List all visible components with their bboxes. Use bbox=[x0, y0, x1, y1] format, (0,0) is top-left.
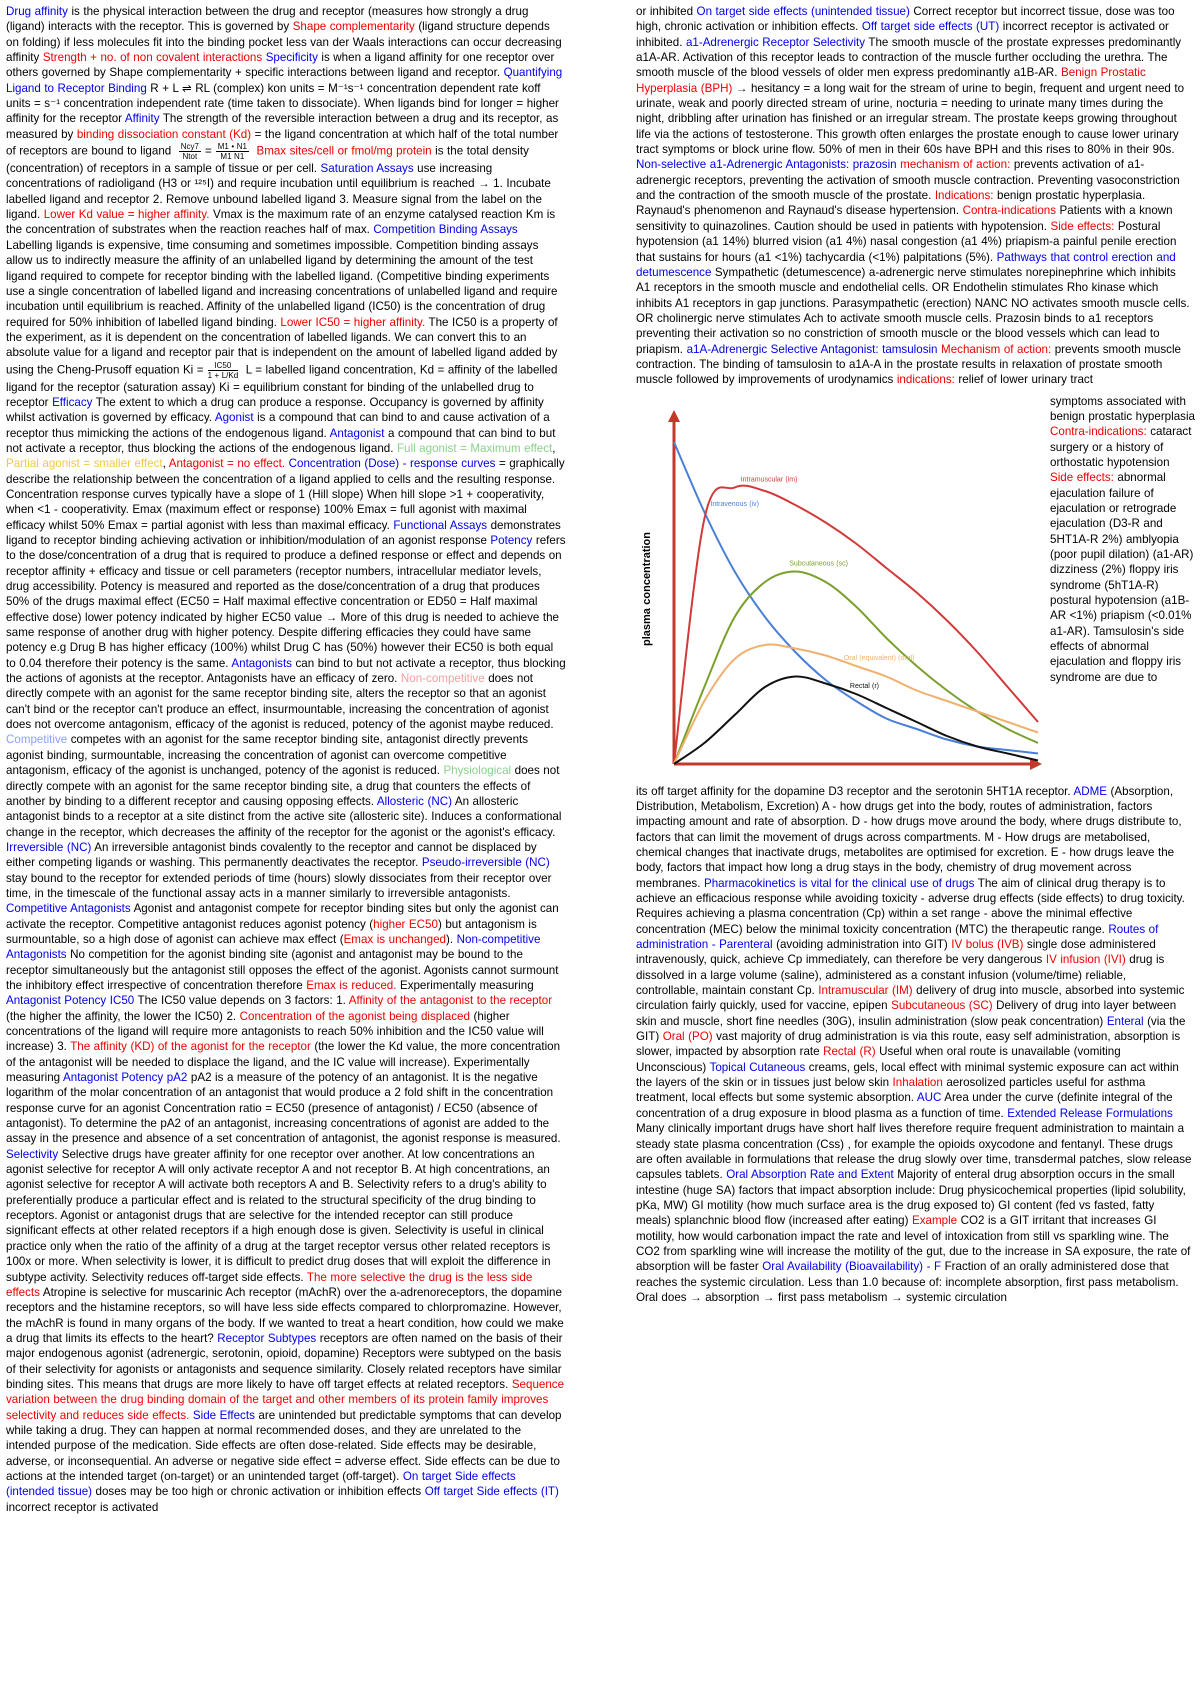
figure-with-sidebar bbox=[636, 394, 1195, 784]
text-run: Area under the curve (definite integral of the concentration of a drug exposure in blood plasma as a function of time. bbox=[636, 1091, 1173, 1120]
text-run: demonstrates ligand to receptor binding achieving activation or inhibition/modulation of an agonist response bbox=[6, 518, 561, 547]
text-run: IV infusion (IVI) bbox=[1045, 953, 1126, 967]
text-run: Lower Kd value = higher affinity. bbox=[43, 208, 210, 222]
series-label-2: Subcutaneous (sc) bbox=[789, 560, 848, 568]
text-run: Antagonist bbox=[329, 426, 385, 440]
text-run: Affinity bbox=[124, 112, 160, 126]
text-run: is the total density (concentration) of receptors in a sample of tissue or per cell. bbox=[6, 144, 529, 176]
text-run: → hesitancy = a long wait for the stream of urine to begin, frequent and urgent need to urinate, weak and poorly directed stream of urine, nocturia = needing to urinate many times during the night, dribbling after urination has finished or an irregular stream. The prostate keeps growing throughout life via the actions of testosterone. This growth often enlarges the prostate enough to cause lower urinary tract symptoms or block urine flow. 50% of men in their 60s have BPH and this rises to 80% in their 90s. bbox=[636, 81, 1185, 157]
text-run: The aim of clinical drug therapy is to achieve an efficacious response while avoiding toxicity - adverse drug effects (side effects) to drug toxicity. Requires achieving a plasma concentration (Cp) within a set range - above the minimal effective concentration (MEC) below the minimal toxicity concentration (MTC) the therapeutic range. bbox=[636, 876, 1185, 936]
text-run: R + L ⇌ RL (complex) kon units = M⁻¹s⁻¹ concentration dependent rate koff units = s⁻¹ concentration independent rate (time taken to dissociate). When ligands bind for longer = higher affinity for the receptor bbox=[6, 81, 559, 126]
text-run: receptors are often named on the basis of their major endogenous agonist (adrenergic, serotonin, opioid, dopamine) Receptors were subtyped on the basis of their selectivity for agonists or antagonists and sequence similarity. Closely related receptors have similar binding sites. This means that drugs are more likely to have off target effects at related receptors. bbox=[6, 1331, 563, 1391]
text-run: does not directly compete with an agonist for the same receptor binding site, a drug that counters the effects of another by binding to a different receptor and causing opposing effects. bbox=[6, 764, 560, 808]
text-run: Rectal (R) bbox=[823, 1045, 876, 1059]
text-run: Selectivity bbox=[6, 1147, 59, 1161]
text-run: (the lower the Kd value, the more concentration of the antagonist will be needed to displace the ligand, and the IC value will increase). Experimentally measuring bbox=[6, 1040, 561, 1085]
text-run: No competition for the agonist binding site (agonist and antagonist may be bound to the receptor simultaneously but the antagonist still opposes the effect of the agonist. Agonists cannot surmount the inhibitory effect irrespective of concentration therefore bbox=[6, 948, 559, 992]
text-run: Many clinically important drugs have short half lives therefore require frequent administration to maintain a steady state plasma concentration (Css) , for example the opioids oxycodone and fentanyl. These drugs are often available in formulations that release the drug slowly over time, transdermal patches, slow release capsules tablets. bbox=[636, 1122, 1192, 1182]
text-run: Delivery of drug into layer between skin and muscle, short fine needles (30G), insulin administration (slow peak concentration) bbox=[636, 999, 1177, 1028]
series-line-3 bbox=[674, 644, 1038, 763]
text-run: ). bbox=[446, 932, 457, 946]
text-run: L = labelled ligand concentration, Kd = affinity of the labelled ligand for the receptor (saturation assay) Ki = equilibrium constant for binding of the unlabelled drug to receptor bbox=[6, 363, 558, 409]
text-run: Affinity of the antagonist to the receptor bbox=[348, 994, 553, 1008]
fraction-numerator: Ncy7 bbox=[180, 142, 199, 152]
text-run: is a compound that can bind to and cause activation of a receptor thus mimicking the actions of the endogenous ligand. bbox=[6, 411, 550, 440]
text-run: Bmax sites/cell or fmol/mg protein bbox=[256, 144, 432, 158]
left-column-text bbox=[6, 4, 566, 1515]
text-run: Non-competitive bbox=[400, 672, 485, 686]
text-run: Antagonist = no effect. bbox=[168, 457, 286, 471]
plasma-concentration-chart bbox=[636, 394, 1056, 782]
text-run: IV bolus (IVB) bbox=[951, 938, 1024, 952]
text-run: Inhalation bbox=[892, 1076, 943, 1090]
series-label-4: Rectal (r) bbox=[849, 682, 880, 690]
text-run: Pseudo-irreversible (NC) bbox=[421, 856, 550, 870]
text-run: Intramuscular (IM) bbox=[818, 984, 913, 998]
text-run: benign prostatic hyperplasia. Raynaud's phenomenon and Raynaud's disease hypertension. bbox=[636, 189, 1146, 218]
text-run: Oral Absorption Rate and Extent bbox=[726, 1168, 894, 1182]
text-run: are unintended but predictable symptoms that can develop while taking a drug. They can happen at normal recommended doses, and they are unrelated to the intended purpose of the medication. Side effects are often dose-related. Side effects may be desirable, adverse, or inconsequential. An adverse or negative side effect = adverse effect. Side effects can be due to actions at the intended target (on-target) or an unintended target (off-target). bbox=[6, 1408, 562, 1483]
text-run: Topical bbox=[709, 1060, 746, 1074]
text-run: relief of lower urinary tract bbox=[954, 373, 1093, 387]
text-run: incorrect receptor is activated bbox=[6, 1500, 159, 1514]
text-run: Potency bbox=[490, 534, 533, 547]
text-run: The more selective the drug is the less side effects bbox=[6, 1270, 533, 1299]
text-run: Side effects: bbox=[1050, 219, 1115, 233]
text-run: Ki = bbox=[182, 363, 204, 377]
text-run: Indications: bbox=[934, 189, 994, 203]
text-run: Efficacy bbox=[52, 395, 93, 409]
text-run: Contra-indications: bbox=[1050, 425, 1147, 439]
fraction-denominator: Ntot bbox=[182, 152, 198, 162]
text-run: Functional Assays bbox=[393, 518, 488, 532]
text-run: Useful when oral route is unavailable (vomiting Unconscious) bbox=[636, 1045, 1121, 1074]
text-run: Drug affinity bbox=[6, 5, 68, 18]
text-run: drug is dissolved in a large volume (saline), administered as a constant infusion (volume/time) reliable, controllable, maintain constant Cp. bbox=[636, 953, 1165, 998]
text-run: Sympathetic (detumescence) a-adrenergic nerve stimulates norepinephrine which inhibits A1 receptors in the smooth muscle and endothelial cells. OR Endothelin stimulates Rho kinase which inhibits A1 receptors in gap junctions. Parasympathetic (erection) NANC NO activates smooth muscle cells. OR cholinergic nerve stimulates Ach to activate smooth muscle cells. Prazosin binds to a1 receptors preventing their activation so no constriction of smooth muscle or the blood vessels which can lead to priapism. bbox=[636, 265, 1190, 356]
text-run: Receptor Subtypes bbox=[217, 1331, 317, 1345]
text-run: refers to the dose/concentration of a drug that is required to produce a defined response or effect and depends on receptor affinity + efficacy and tissue or cell parameters (receptor numbers, intracellular mediator levels, drug accessibility. Potency is measured and reported as the dose/concentration of a drug that produces 50% of the drugs maximal effect (EC50 = Half maximal effective concentration or ED50 = Half maximal effective dose) lower potency indicated by higher EC50 value → More of this drug is needed to achieve the same response of another drug with higher potency. Despite differing efficacies they could have same potency e.g Drug B has higher efficacy (100%) whilst Drug C has (50%) however their EC50 is both equal to 0.04 therefore their potency is the same. bbox=[6, 534, 566, 670]
text-run: Shape complementarity bbox=[292, 20, 415, 34]
text-run: symptoms associated with benign prostatic hyperplasia bbox=[1050, 394, 1195, 423]
text-run: Non-competitive Antagonists bbox=[6, 932, 541, 962]
text-run: The IC50 is a property of the experiment, as it is dependent on the concentration of labelled ligands. We can convert this to an absolute value for a ligand and receptor pair that is independent on the amount of labelled ligand added by using the Cheng-Prusoff equation bbox=[6, 315, 558, 377]
text-run: pA2 is a measure of the potency of an antagonist. It is the negative logarithm of the molar concentration of an antagonist that would produce a 2 fold shift in the concentration response curve for an agonist Concentration ratio = EC50 (presence of antagonist) / EC50 (absence of antagonist). To determine the pA2 of an antagonist, increasing concentrations of agonist are added to the assay in the presence and absence of a set concentration of antagonist, the agonist response is measured. bbox=[6, 1071, 561, 1146]
text-run: The smooth muscle of the prostate expresses predominantly a1A-AR. Activation of this receptor leads to contraction of the muscle further occluding the urethra. The smooth muscle of the blood vessels of older men express predominantly a1B-AR. bbox=[636, 35, 1182, 80]
text-run: (Absorption, Distribution, Metabolism, Excretion) A - how drugs get into the body, routes of administration, factors impacting amount and rate of absorption. D - how drugs move around the body, where drugs distribute to, factors that can limit the movement of drugs across compartments. M - How drugs are metabolised, chemical changes that inactivate drugs, metabolites are optimised for excretion. E - how drugs leave the body, factors that impact how long a drug stays in the body, chemistry of drug movement across membranes. bbox=[636, 784, 1182, 890]
text-run: Allosteric (NC) bbox=[376, 794, 452, 808]
figure-side-text bbox=[1050, 394, 1195, 686]
fraction bbox=[179, 142, 201, 161]
text-run: (the higher the affinity, the lower the IC50) 2. bbox=[6, 1009, 240, 1023]
series-line-2 bbox=[674, 571, 1038, 764]
text-run: The affinity (KD) of the agonist for the receptor bbox=[70, 1040, 311, 1054]
text-run: does not directly compete with an agonist for the same receptor binding site, alters the receptor so that an agonist can't bind or the receptor can't produce an effect, insurmountable, increasing the concentration of agonist does not overcome antagonism, efficacy of the agonist is reduced, potency of the agonist maybe reduced. bbox=[6, 672, 554, 732]
series-label-1: Intramuscular (im) bbox=[740, 476, 798, 484]
text-run: Full agonist = Maximum effect bbox=[396, 441, 553, 455]
text-run: Non-selective a1-Adrenergic Antagonists: prazosin bbox=[636, 158, 897, 172]
left-column bbox=[6, 4, 566, 1515]
text-run: Emax is reduced. bbox=[306, 978, 397, 992]
text-run: The strength of the reversible interaction between a drug and its receptor, as measured by bbox=[6, 112, 559, 141]
text-run: Correct receptor but incorrect tissue, dose was too high, chronic activation or inhibition effects. bbox=[636, 5, 1175, 34]
text-run: Antagonist Potency IC50 bbox=[6, 994, 135, 1008]
text-run: Competition Binding Assays bbox=[373, 223, 518, 237]
text-run: Irreversible (NC) bbox=[6, 840, 92, 854]
text-run: use increasing concentrations of radioligand (H3 or ¹²⁵I) and require incubation until equilibrium is reached → 1. Incubate labelled ligand and receptor 2. Remove unbound labelled ligand 3. Measure signal from the label on the ligand. bbox=[6, 162, 551, 222]
text-run: (avoiding administration into GIT) bbox=[772, 938, 952, 952]
text-run: Agonist bbox=[214, 411, 254, 425]
text-run: Competitive Antagonists bbox=[6, 902, 131, 916]
right-column-text-top bbox=[636, 4, 1192, 388]
text-run: Emax is unchanged bbox=[343, 932, 447, 946]
text-run: cataract surgery or a history of orthostatic hypotension bbox=[1050, 425, 1192, 469]
text-run: delivery of drug into muscle, absorbed into systemic circulation fairly quickly, used for vaccine, epipen bbox=[636, 984, 1185, 1013]
text-run: vast majority of drug administration is via this route, easy self administration, absorption is slower, impacted by absorption rate bbox=[636, 1030, 1181, 1059]
text-run: Off target Side effects (IT) bbox=[424, 1485, 559, 1499]
text-run: Vmax is the maximum rate of an enzyme catalysed reaction Km is the concentration of substrates when the reaction reaches half of max. bbox=[6, 208, 556, 237]
text-run: binding dissociation constant (Kd) bbox=[76, 127, 252, 141]
text-run: or inhibited bbox=[636, 5, 697, 18]
text-run: competes with an agonist for the same receptor binding site, antagonist directly prevents agonist binding, surmountable, increasing the concentration of agonist can overcome competitive antagonism, efficacy of the agonist is unchanged, potency of the agonist is reduced. bbox=[6, 733, 529, 778]
text-run: = bbox=[204, 144, 212, 158]
text-run: Oral (PO) bbox=[662, 1030, 713, 1044]
text-run: (higher concentrations of the ligand will require more antagonists to reach 50% inhibition and the IC50 value will increase) 3. bbox=[6, 1009, 544, 1054]
y-axis-label: plasma concentration bbox=[641, 531, 653, 646]
right-column bbox=[636, 4, 1195, 1305]
text-run: The IC50 value depends on 3 factors: 1. bbox=[134, 994, 349, 1008]
fraction-denominator: M1 N1 bbox=[220, 152, 245, 162]
text-run: single dose administered intravenously, quick, achieve Cp immediately, can therefore be very dangerous bbox=[636, 938, 1156, 967]
text-run: Pharmacokinetics is vital for the clinical use of drugs bbox=[703, 876, 975, 890]
text-run: Partial agonist = smaller effect bbox=[6, 457, 163, 471]
text-run: a compound that can bind to but not activate a receptor, thus blocking the actions of the endogenous ligand. bbox=[6, 426, 556, 455]
text-run: AUC bbox=[916, 1091, 942, 1105]
text-run: a1A-Adrenergic Selective Antagonist: tamsulosin bbox=[686, 342, 938, 356]
text-run: prevents activation of a1-adrenergic receptors, preventing the activation of smooth muscle contraction. Preventing vasoconstriction and the contraction of the smooth muscle of the prostate. bbox=[636, 158, 1180, 203]
right-column-text-bottom bbox=[636, 784, 1192, 1306]
text-run: stay bound to the receptor for extended periods of time (hours) slowly dissociates from their receptor over time, in the timescale of the functional assay acts in a manner similarly to irreversible antagonists. bbox=[6, 871, 552, 900]
text-run: incorrect receptor is activated or inhibited. bbox=[636, 20, 1169, 49]
text-run: Patients with a known sensitivity to quinazolines. Caution should be used in patients with hypotension. bbox=[636, 204, 1173, 233]
fraction bbox=[216, 142, 249, 161]
text-run: aerosolized particles useful for asthma treatment, local effects but some systemic absorption. bbox=[636, 1076, 1146, 1105]
fraction-denominator: 1 + L/Kd bbox=[207, 370, 239, 380]
text-run: Specificity bbox=[265, 51, 318, 65]
text-run: Competitive bbox=[6, 733, 68, 747]
text-run: mechanism of action: bbox=[900, 158, 1011, 172]
text-run: Antagonists bbox=[231, 656, 292, 670]
text-run: abnormal ejaculation failure of ejaculation or retrograde ejaculation (D3-R and 5HT1A-R 2%) amblyopia (poor pupil dilation) (a1-AR) dizziness (2%) floppy iris syndrome (5hT1A-R) postural hypotension (a1B-AR <1%) priapism (<0.01% a1-AR). Tamsulosin's side effects of abnormal ejaculation and floppy iris syndrome are due to bbox=[1050, 471, 1194, 684]
y-axis-arrow bbox=[668, 410, 680, 422]
text-run: An irreversible antagonist binds covalently to the receptor and cannot be displaced by either competing ligands or washing. This permanently deactivates the receptor. bbox=[6, 840, 537, 870]
text-run: Pathways that control erection and detumescence bbox=[636, 250, 1176, 279]
text-run: Mechanism of action: bbox=[941, 342, 1052, 356]
text-run: Side Effects bbox=[192, 1408, 255, 1422]
text-run: Strength + no. of non covalent interactions bbox=[42, 51, 263, 65]
text-run: An allosteric antagonist binds to a receptor at a site distinct from the active site (allosteric site). Induces a conformational change in the receptor, which decreases the affinity of the receptor for the agonist or the agonist's efficacy. bbox=[6, 794, 562, 839]
text-run: Atropine is selective for muscarinic Ach receptor (mAchR) over the a-adrenoreceptors, the dopamine receptors and the histamine receptors, so will have less side effects compared to chlorpromazine. However, the mAchR is found in many organs of the body. If we wanted to treat a heart condition, how could we make a drug that limits its effects to the heart? bbox=[6, 1285, 564, 1345]
text-run: (ligand structure depends on folding) if less molecules fit into the binding pocket less van der Waals interactions can occur decreasing affinity bbox=[6, 20, 562, 65]
text-run: Contra-indications bbox=[962, 204, 1057, 218]
series-line-1 bbox=[674, 485, 1038, 763]
series-label-0: Intravenous (iv) bbox=[710, 500, 759, 508]
text-run: higher EC50 bbox=[373, 917, 438, 931]
text-run: prevents smooth muscle contraction. The binding of tamsulosin to a1A-A in the prostate results in relaxation of prostate smooth muscle followed by improvements of urodynamics bbox=[636, 342, 1181, 387]
text-run: Cutaneous bbox=[749, 1060, 806, 1074]
text-run: Enteral bbox=[1106, 1014, 1144, 1028]
text-run: , bbox=[552, 441, 556, 455]
text-run: Labelling ligands is expensive, time consuming and sometimes impossible. Competition binding assays allow us to indirectly measure the affinity of an unlabelled ligand by determining the amount of the test ligand required to compete for receptor binding with the labelled ligand. (Competitive binding experiments use a single concentration of labelled ligand and increasing concentrations of unlabelled ligand and require incubation until equilibrium is reached. Affinity of the unlabelled ligand (IC50) is the concentration of drug required for 50% inhibition of labelled ligand binding. bbox=[6, 238, 558, 329]
text-run: The extent to which a drug can produce a response. Occupancy is governed by affinity whilst activation is governed by efficacy. bbox=[6, 395, 544, 425]
text-run: Quantifying Ligand to Receptor Binding bbox=[6, 66, 563, 95]
fraction-numerator: M1 • N1 bbox=[217, 142, 247, 152]
text-run: Fraction of an orally administered dose that reaches the systemic circulation. Less than 1.0 because of: incomplete absorption, first pass metabolism. Oral does → absorption → first pass metabolism → systemic circulation bbox=[636, 1260, 1179, 1304]
text-run: its off target affinity for the dopamine D3 receptor and the serotonin 5HT1A receptor. bbox=[636, 784, 1074, 798]
text-run: doses may be too high or chronic activation or inhibition effects bbox=[92, 1485, 425, 1499]
text-run: Subcutaneous (SC) bbox=[891, 999, 993, 1013]
text-run: On target side effects (unintended tissue) bbox=[696, 5, 910, 18]
figure-side-paragraph bbox=[1050, 394, 1195, 686]
text-run: can bind to but not activate a receptor, thus blocking the actions of agonists at the receptor. Antagonists have an efficacy of zero. bbox=[6, 656, 566, 686]
text-run: = graphically describe the relationship between the concentration of a ligand applied to cells and the resulting response. Concentration response curves typically have a slope of 1 (Hill slope) When hill slope >1 + cooperativity, when <1 - cooperativity. Emax (maximum effect or response) 100% Emax = full agonist with maximal efficacy whilst 50% Emax = partial agonist with less than maximal efficacy. bbox=[6, 457, 565, 532]
text-run: indications: bbox=[896, 373, 955, 387]
text-run: Physiological bbox=[443, 764, 512, 778]
text-run: Majority of enteral drug absorption occurs in the small intestine (huge SA) factors that impact absorption include: Drug physicochemical properties (lipid solubility, pKa, MW) GI motility (how much surface area is the drug exposed to) GI content (fed vs fasted, fatty meals) splanchnic blood flow (increased after eating) bbox=[636, 1168, 1186, 1228]
text-run: On target Side effects (intended tissue) bbox=[6, 1469, 516, 1499]
text-run: Concentration (Dose) - response curves bbox=[288, 457, 496, 471]
text-run: = the ligand concentration at which half of the total number of receptors are bound to ligand bbox=[6, 127, 559, 158]
text-run: Postural hypotension (a1 14%) blurred vision (a1 4%) nasal congestion (a1 4%) priapism-a painful penile erection that sustains for hours (a1 <1%) tachycardia (<1%) palpitations (5%). bbox=[636, 219, 1177, 264]
text-run: ADME bbox=[1073, 784, 1108, 798]
text-run: a1-Adrenergic Receptor Selectivity bbox=[685, 35, 866, 49]
text-run: Off target side effects (UT) bbox=[861, 20, 1000, 34]
fraction bbox=[208, 361, 239, 380]
text-run: Example bbox=[911, 1214, 958, 1228]
text-run: Side effects: bbox=[1050, 471, 1114, 485]
text-run: Extended Release Formulations bbox=[1007, 1106, 1173, 1120]
text-run: is the physical interaction between the drug and receptor (measures how strongly a drug (ligand) interacts with the receptor. This is governed by bbox=[6, 5, 529, 34]
text-run: CO2 is a GIT irritant that increases GI motility, how would carbonation impact the rate and level of intoxication from still vs sparkling wine. The CO2 from sparkling wine will increase the motility of the gut, due to the increase in SA exposure, the rate of absorption will be faster bbox=[636, 1214, 1191, 1274]
text-run: Lower IC50 = higher affinity. bbox=[280, 315, 426, 329]
text-run: Concentration of the agonist being displaced bbox=[239, 1009, 470, 1023]
text-run: Oral Availability (Bioavailability) - F bbox=[762, 1260, 942, 1274]
text-run: ) but antagonism is surmountable, so a high dose of agonist can achieve max effect ( bbox=[6, 917, 537, 946]
text-run: Benign Prostatic Hyperplasia (BPH) bbox=[636, 66, 1146, 95]
text-run: Agonist and antagonist compete for receptor binding sites but only the agonist can activate the receptor. Competitive antagonist reduces agonist potency ( bbox=[6, 902, 559, 931]
text-run: Experimentally measuring bbox=[396, 978, 534, 992]
text-run: creams, gels, local effect with minimal systemic exposure can act within the layers of the skin or in tissues just below skin bbox=[636, 1060, 1179, 1090]
text-run: Antagonist Potency pA2 bbox=[63, 1071, 188, 1085]
text-run: Saturation Assays bbox=[320, 162, 414, 176]
text-run: , bbox=[162, 457, 169, 471]
series-label-3: Oral (equivalent) (oral) bbox=[843, 654, 915, 662]
fraction-numerator: IC50 bbox=[214, 360, 232, 370]
text-run: Routes of administration - Parenteral bbox=[636, 922, 1159, 952]
text-run: is when a ligand affinity for one receptor over others governed by Shape complementarity + specific interactions between ligand and receptor. bbox=[6, 51, 555, 80]
text-run: Sequence variation between the drug binding domain of the target and other members of its protein family improves selectivity and reduces side effects. bbox=[6, 1377, 565, 1422]
text-run: (via the GIT) bbox=[636, 1014, 1186, 1044]
text-run: Selective drugs have greater affinity for one receptor over another. At low concentrations an agonist selective for receptor A will only activate receptor A and not receptor B. At high concentrations, an agonist selective for receptor A will activate both receptors A and B. Selectivity refers to a drug's ability to preferentially produce a particular effect and is related to the structural specificity of the drug binding to receptors. Agonist or antagonist drugs that are selective for the intended receptor can still produce significant effects at other related receptors if a high enough dose is given. Selectivity is useful in clinical practice only when the ratio of the affinity of a drug at the target receptor versus other related receptors is 100x or more. When selectivity is lower, it is difficult to predict drug doses that will exploit the difference in subtype activity. Selectivity reduces off-target side effects. bbox=[6, 1147, 551, 1284]
